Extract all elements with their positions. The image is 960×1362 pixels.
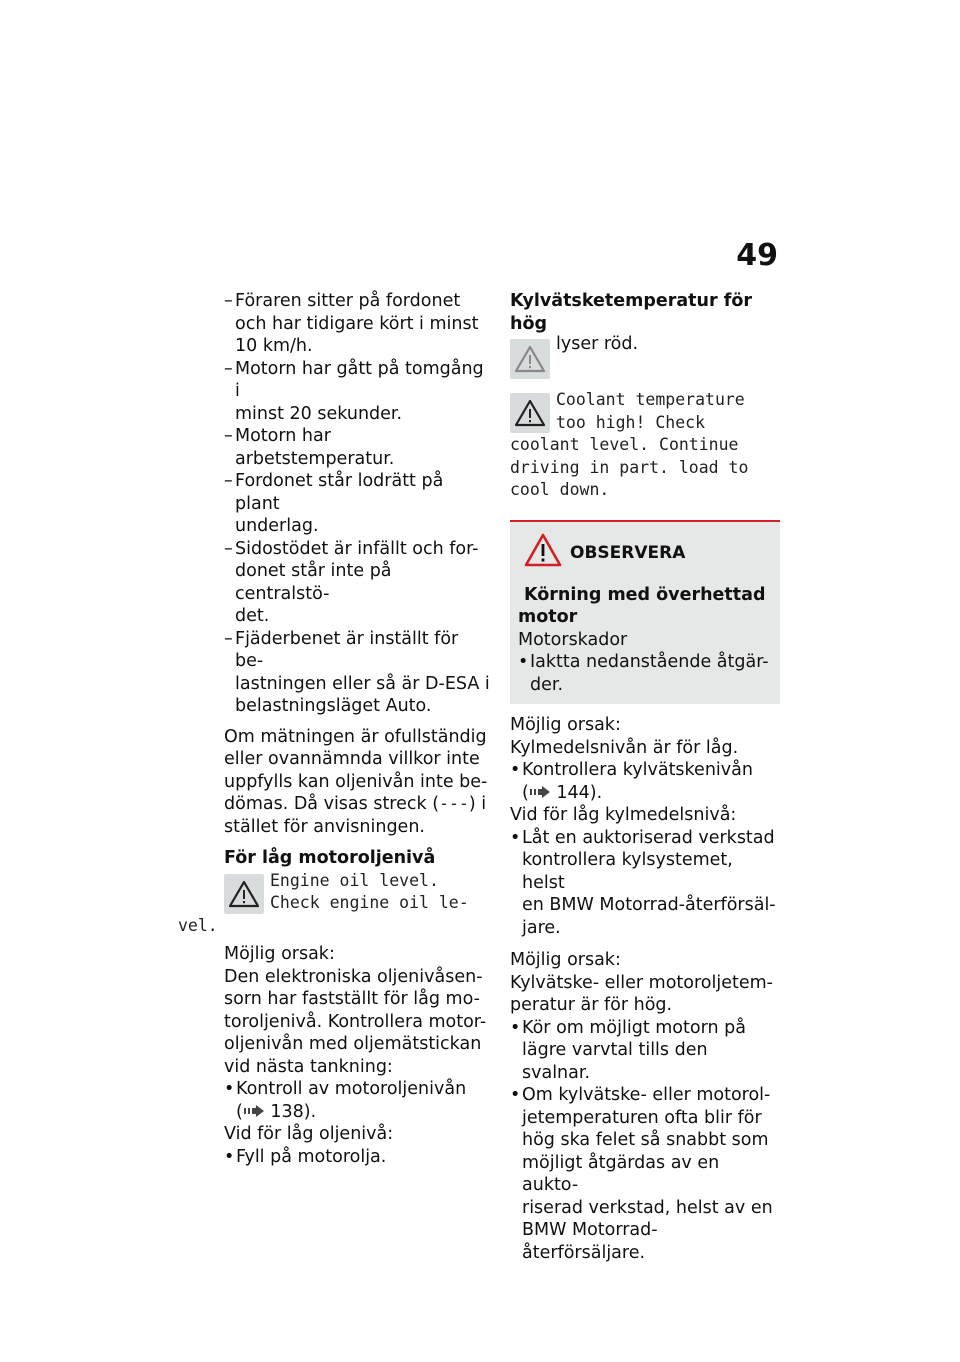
condition-item: – Sidostödet är infällt och for- donet står inte på centralstö- det. bbox=[224, 538, 490, 628]
list-item: • Iaktta nedanstående åtgär- der. bbox=[518, 651, 772, 696]
cause-label: Möjlig orsak: bbox=[510, 950, 621, 970]
warning-triangle-icon bbox=[224, 874, 264, 914]
condition-item: – Motorn har gått på tomgång i minst 20 sekunder. bbox=[224, 358, 490, 426]
arrow-right-icon bbox=[243, 1101, 265, 1124]
condition-list bbox=[224, 290, 490, 718]
coolant-heading: Kylvätsketemperatur för hög bbox=[510, 291, 753, 334]
oil-action-list bbox=[224, 1078, 490, 1123]
cause-text: Kylvätske- eller motoroljetem- peratur är för hög. bbox=[510, 972, 773, 1015]
cause-label: Möjlig orsak: bbox=[224, 944, 335, 964]
list-item: • Kör om möjligt motorn på lägre varvtal tills den svalnar. bbox=[510, 1017, 780, 1085]
notice-damage: Motorskador bbox=[518, 629, 628, 650]
dash-display: --- bbox=[439, 794, 469, 813]
coolant-display: Coolant temperature too high! Check coolant level. Continue driving in part. load to cool down. bbox=[510, 390, 749, 499]
cause-text: Kylmedelsnivån är för låg. bbox=[510, 737, 739, 758]
low-level-label: Vid för låg oljenivå: bbox=[224, 1124, 394, 1144]
warning-triangle-icon bbox=[510, 339, 550, 379]
condition-item: – Fordonet står lodrätt på plant underlag. bbox=[224, 470, 490, 538]
coolant-check-list bbox=[510, 759, 780, 804]
arrow-right-icon bbox=[529, 782, 551, 805]
low-oil-heading: För låg motoroljenivå bbox=[224, 848, 436, 868]
coolant-indicator-row bbox=[510, 334, 780, 379]
warning-triangle-icon bbox=[510, 393, 550, 433]
notice-list bbox=[518, 651, 772, 696]
caution-triangle-icon bbox=[524, 533, 562, 574]
list-item: • Fyll på motorolja. bbox=[224, 1146, 490, 1169]
overheat-action-list bbox=[510, 1017, 780, 1265]
notice-title: OBSERVERA bbox=[518, 532, 772, 576]
left-column bbox=[178, 290, 490, 1168]
notice-subtitle: Körning med överhettad motor bbox=[518, 584, 766, 627]
low-oil-display: Engine oil level. Check engine oil le- vel. bbox=[178, 870, 469, 935]
right-column bbox=[510, 290, 780, 1264]
condition-item: – Motorn har arbetstemperatur. bbox=[224, 425, 490, 470]
list-item: • Låt en auktoriserad verkstad kontrollera kylsystemet, helst en BMW Motorrad-återförsäl- jare. bbox=[510, 827, 780, 940]
cause-label: Möjlig orsak: bbox=[510, 715, 621, 735]
list-item: • Kontrollera kylvätskenivån ( 144). bbox=[510, 759, 780, 804]
page-number: 49 bbox=[736, 238, 778, 273]
lights-red-text: lyser röd. bbox=[556, 334, 639, 354]
workshop-list bbox=[510, 827, 780, 940]
list-item: • Kontroll av motoroljenivån ( 138). bbox=[224, 1078, 490, 1123]
cause-text: Den elektroniska oljenivåsen- sorn har fastställt för låg mo- toroljenivå. Kontrollera motor- oljenivån med oljemätstickan vid nästa tankning: bbox=[224, 966, 487, 1077]
condition-item: – Fjäderbenet är inställt för be- lastningen eller så är D-ESA i belastningsläget Auto. bbox=[224, 628, 490, 718]
measurement-paragraph: Om mätningen är ofullständig eller ovannämnda villkor inte uppfylls kan oljenivån inte be- dömas. Då visas streck (---) i stället för anvisningen. bbox=[224, 726, 488, 837]
condition-item: – Föraren sitter på fordonet och har tidigare kört i minst 10 km/h. bbox=[224, 290, 490, 358]
fill-list bbox=[224, 1146, 490, 1169]
list-item: • Om kylvätske- eller motorol- jetemperaturen ofta blir för hög ska felet så snabbt som möjligt åtgärdas av en aukto- riserad verkstad, helst av en BMW Motorrad-återförsäljare. bbox=[510, 1084, 780, 1264]
notice-box bbox=[510, 520, 780, 705]
low-coolant-label: Vid för låg kylmedelsnivå: bbox=[510, 805, 737, 825]
